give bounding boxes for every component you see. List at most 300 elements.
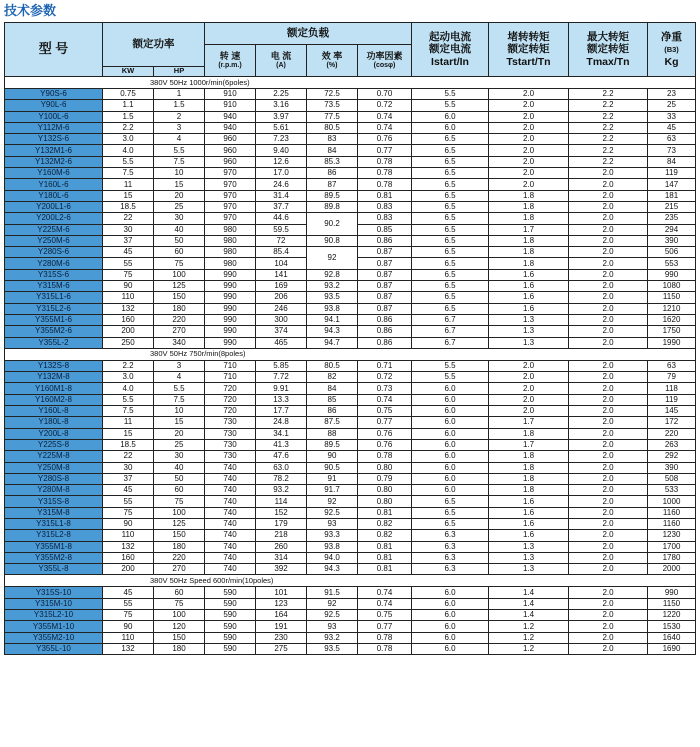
cell-kg: 1160 [648,507,696,518]
table-row [5,360,696,371]
cell-hp: 270 [154,564,205,575]
cell-rpm: 940 [205,111,256,122]
cell-model: Y90L-6 [5,100,103,111]
cell-model: Y315L2-10 [5,610,103,621]
cell-ist: 6.0 [412,485,489,496]
header-start-current [412,23,489,77]
table-row [5,281,696,292]
cell-model: Y132S-8 [5,360,103,371]
cell-pf: 0.81 [358,507,412,518]
cell-model: Y200L2-6 [5,213,103,224]
cell-tst: 1.8 [489,235,569,246]
cell-pf: 0.72 [358,100,412,111]
cell-ist: 6.7 [412,326,489,337]
table-row [5,507,696,518]
cell-tst: 2.0 [489,122,569,133]
cell-rpm: 740 [205,496,256,507]
cell-eff: 94.3 [307,564,358,575]
cell-pf: 0.80 [358,496,412,507]
cell-kg: 1080 [648,281,696,292]
cell-rpm: 990 [205,269,256,280]
cell-tmax: 2.0 [569,190,648,201]
cell-ist: 6.5 [412,201,489,212]
cell-ist: 6.5 [412,507,489,518]
cell-model: Y250M-6 [5,235,103,246]
table-row [5,541,696,552]
cell-kw: 132 [103,541,154,552]
cell-amp: 17.7 [256,406,307,417]
cell-ist: 6.5 [412,145,489,156]
cell-eff: 93.3 [307,530,358,541]
cell-kg: 1620 [648,314,696,325]
cell-hp: 25 [154,439,205,450]
cell-rpm: 990 [205,281,256,292]
cell-hp: 1 [154,89,205,100]
cell-rpm: 720 [205,406,256,417]
table-row [5,518,696,529]
cell-ist: 6.7 [412,314,489,325]
cell-kg: 1150 [648,598,696,609]
section-row [5,575,696,587]
cell-rpm: 590 [205,643,256,654]
table-row [5,473,696,484]
cell-ist: 5.5 [412,360,489,371]
cell-model: Y225S-8 [5,439,103,450]
cell-kg: 1640 [648,632,696,643]
cell-tst: 2.0 [489,372,569,383]
cell-eff: 92.8 [307,269,358,280]
cell-amp: 314 [256,552,307,563]
cell-rpm: 740 [205,530,256,541]
cell-model: Y315S-10 [5,587,103,598]
table-row [5,111,696,122]
cell-pf: 0.75 [358,610,412,621]
cell-pf: 0.78 [358,643,412,654]
cell-ist: 6.0 [412,451,489,462]
cell-eff: 80.5 [307,360,358,371]
cell-kg: 1780 [648,552,696,563]
cell-kw: 30 [103,462,154,473]
cell-kg: 172 [648,417,696,428]
cell-pf: 0.82 [358,518,412,529]
cell-pf: 0.74 [358,587,412,598]
cell-model: Y355L-8 [5,564,103,575]
cell-rpm: 590 [205,632,256,643]
cell-hp: 10 [154,406,205,417]
cell-hp: 150 [154,292,205,303]
table-row [5,179,696,190]
cell-hp: 150 [154,530,205,541]
cell-pf: 0.77 [358,417,412,428]
cell-rpm: 740 [205,541,256,552]
cell-pf: 0.83 [358,213,412,224]
cell-rpm: 980 [205,247,256,258]
header-start-current-line2: 额定电流 [429,43,471,56]
page-title: 技术参数 [4,4,57,19]
cell-model: Y200L1-6 [5,201,103,212]
cell-kg: 990 [648,587,696,598]
header-speed [205,45,256,77]
cell-rpm: 970 [205,190,256,201]
table-row [5,122,696,133]
cell-kw: 55 [103,598,154,609]
cell-pf: 0.87 [358,258,412,269]
cell-pf: 0.81 [358,552,412,563]
cell-amp: 47.6 [256,451,307,462]
cell-pf: 0.80 [358,485,412,496]
table-row [5,552,696,563]
table-row [5,134,696,145]
cell-tst: 2.0 [489,383,569,394]
cell-amp: 2.25 [256,89,307,100]
cell-tmax: 2.0 [569,292,648,303]
cell-tst: 1.3 [489,314,569,325]
cell-eff: 92.5 [307,610,358,621]
cell-tst: 1.4 [489,587,569,598]
cell-kw: 90 [103,518,154,529]
cell-model: Y250M-8 [5,462,103,473]
cell-tmax: 2.0 [569,610,648,621]
table-row [5,168,696,179]
cell-tmax: 2.0 [569,258,648,269]
section-label: 380V 50Hz 750r/min(8poles) [150,349,246,359]
cell-model: Y180L-6 [5,190,103,201]
cell-hp: 7.5 [154,394,205,405]
cell-amp: 152 [256,507,307,518]
cell-model: Y355M1-6 [5,314,103,325]
cell-eff: 92 [307,496,358,507]
cell-tmax: 2.2 [569,134,648,145]
cell-rpm: 740 [205,518,256,529]
header-max-torque-line2: 额定转矩 [587,43,629,56]
cell-tmax: 2.0 [569,394,648,405]
cell-kw: 0.75 [103,89,154,100]
cell-amp: 13.3 [256,394,307,405]
cell-tst: 1.3 [489,541,569,552]
cell-hp: 30 [154,213,205,224]
cell-hp: 120 [154,621,205,632]
cell-tst: 2.0 [489,156,569,167]
table-row [5,530,696,541]
cell-hp: 30 [154,451,205,462]
section-row [5,77,696,89]
cell-model: Y160M1-8 [5,383,103,394]
cell-model: Y315S-6 [5,269,103,280]
cell-kg: 181 [648,190,696,201]
cell-pf: 0.86 [358,326,412,337]
cell-tmax: 2.0 [569,587,648,598]
cell-amp: 34.1 [256,428,307,439]
cell-amp: 465 [256,337,307,348]
cell-ist: 6.3 [412,552,489,563]
cell-rpm: 980 [205,258,256,269]
cell-tmax: 2.2 [569,89,648,100]
table-row [5,485,696,496]
cell-eff: 94.1 [307,314,358,325]
cell-kg: 1690 [648,643,696,654]
header-max-torque-line1: 最大转矩 [587,31,629,44]
cell-model: Y315M-8 [5,507,103,518]
cell-ist: 6.3 [412,564,489,575]
table-row [5,372,696,383]
cell-rpm: 740 [205,462,256,473]
cell-kg: 390 [648,462,696,473]
table-row [5,417,696,428]
cell-amp: 12.6 [256,156,307,167]
section-row [5,348,696,360]
cell-tmax: 2.0 [569,473,648,484]
cell-hp: 75 [154,598,205,609]
cell-model: Y132M2-6 [5,156,103,167]
cell-tmax: 2.0 [569,541,648,552]
cell-tst: 2.0 [489,89,569,100]
cell-tst: 1.7 [489,224,569,235]
header-kw: KW [103,67,154,77]
cell-hp: 50 [154,473,205,484]
header-power-factor-unit: (cosφ) [373,61,396,69]
cell-ist: 6.5 [412,247,489,258]
cell-ist: 6.5 [412,156,489,167]
cell-pf: 0.81 [358,541,412,552]
cell-tmax: 2.2 [569,156,648,167]
cell-ist: 6.5 [412,134,489,145]
table-row [5,439,696,450]
cell-rpm: 740 [205,507,256,518]
header-hp: HP [154,67,205,77]
cell-rpm: 740 [205,552,256,563]
cell-kw: 250 [103,337,154,348]
cell-tst: 1.6 [489,507,569,518]
cell-model: Y355M2-10 [5,632,103,643]
cell-tst: 1.7 [489,417,569,428]
table-row [5,496,696,507]
cell-kg: 553 [648,258,696,269]
cell-amp: 24.8 [256,417,307,428]
cell-amp: 7.23 [256,134,307,145]
cell-kw: 37 [103,235,154,246]
cell-ist: 6.0 [412,462,489,473]
cell-eff: 72.5 [307,89,358,100]
cell-amp: 31.4 [256,190,307,201]
table-row [5,213,696,224]
cell-kg: 1530 [648,621,696,632]
cell-tst: 1.8 [489,462,569,473]
cell-tmax: 2.0 [569,213,648,224]
cell-model: Y160M2-8 [5,394,103,405]
header-weight-line1: 净重 [661,31,682,44]
cell-tmax: 2.0 [569,235,648,246]
cell-tmax: 2.0 [569,564,648,575]
cell-ist: 6.5 [412,518,489,529]
cell-rpm: 990 [205,303,256,314]
cell-pf: 0.78 [358,156,412,167]
cell-amp: 3.97 [256,111,307,122]
cell-ist: 6.0 [412,632,489,643]
cell-kw: 15 [103,428,154,439]
cell-rpm: 590 [205,587,256,598]
section-label: 380V 50Hz Speed 600r/min(10poles) [150,575,274,585]
cell-kg: 45 [648,122,696,133]
header-efficiency [307,45,358,77]
header-weight-line3: Kg [664,55,679,68]
cell-pf: 0.86 [358,337,412,348]
cell-kw: 2.2 [103,122,154,133]
header-speed-label: 转 速 [219,51,241,62]
cell-amp: 72 [256,235,307,246]
cell-pf: 0.76 [358,428,412,439]
cell-pf: 0.70 [358,89,412,100]
cell-ist: 6.5 [412,258,489,269]
table-row [5,428,696,439]
cell-hp: 340 [154,337,205,348]
cell-tst: 2.0 [489,111,569,122]
cell-tst: 1.2 [489,632,569,643]
cell-tmax: 2.0 [569,462,648,473]
cell-ist: 5.5 [412,89,489,100]
cell-amp: 246 [256,303,307,314]
cell-tmax: 2.0 [569,337,648,348]
cell-rpm: 740 [205,473,256,484]
cell-ist: 6.0 [412,621,489,632]
cell-rpm: 960 [205,156,256,167]
cell-amp: 141 [256,269,307,280]
cell-kg: 1220 [648,610,696,621]
cell-ist: 6.3 [412,541,489,552]
cell-kg: 119 [648,168,696,179]
cell-amp: 93.2 [256,485,307,496]
cell-kw: 18.5 [103,201,154,212]
cell-ist: 6.0 [412,598,489,609]
cell-tst: 2.0 [489,360,569,371]
cell-ist: 6.0 [412,406,489,417]
cell-tmax: 2.0 [569,201,648,212]
cell-model: Y315L2-8 [5,530,103,541]
cell-ist: 5.5 [412,372,489,383]
cell-tmax: 2.0 [569,406,648,417]
cell-pf: 0.82 [358,530,412,541]
cell-hp: 3 [154,122,205,133]
cell-rpm: 990 [205,337,256,348]
cell-amp: 101 [256,587,307,598]
cell-pf: 0.77 [358,621,412,632]
table-row [5,587,696,598]
cell-tst: 1.3 [489,337,569,348]
cell-eff: 93 [307,518,358,529]
cell-hp: 180 [154,541,205,552]
table-row [5,100,696,111]
header-locked-torque-line3: Tstart/Tn [506,55,551,68]
cell-hp: 180 [154,643,205,654]
cell-tst: 1.6 [489,530,569,541]
cell-kg: 990 [648,269,696,280]
cell-amp: 37.7 [256,201,307,212]
cell-amp: 85.4 [256,247,307,258]
cell-hp: 40 [154,462,205,473]
cell-tmax: 2.0 [569,598,648,609]
cell-kg: 1750 [648,326,696,337]
cell-eff: 91.5 [307,587,358,598]
cell-hp: 10 [154,168,205,179]
cell-tst: 1.8 [489,201,569,212]
table-row [5,394,696,405]
cell-pf: 0.81 [358,190,412,201]
cell-tmax: 2.0 [569,179,648,190]
table-body [5,77,696,655]
cell-amp: 392 [256,564,307,575]
table-row [5,247,696,258]
cell-model: Y132M1-6 [5,145,103,156]
cell-hp: 4 [154,134,205,145]
cell-model: Y225M-6 [5,224,103,235]
cell-pf: 0.75 [358,406,412,417]
cell-rpm: 990 [205,326,256,337]
cell-kw: 200 [103,564,154,575]
cell-hp: 20 [154,428,205,439]
cell-pf: 0.74 [358,394,412,405]
cell-kw: 3.0 [103,372,154,383]
cell-kw: 75 [103,610,154,621]
cell-rpm: 730 [205,417,256,428]
cell-hp: 1.5 [154,100,205,111]
cell-tst: 1.8 [489,451,569,462]
cell-model: Y132M-8 [5,372,103,383]
cell-eff: 87.5 [307,417,358,428]
cell-ist: 6.0 [412,383,489,394]
cell-rpm: 590 [205,610,256,621]
cell-tst: 1.6 [489,281,569,292]
cell-model: Y355M2-8 [5,552,103,563]
cell-ist: 6.0 [412,417,489,428]
cell-ist: 6.5 [412,292,489,303]
cell-model: Y112M-6 [5,122,103,133]
cell-hp: 20 [154,190,205,201]
cell-pf: 0.83 [358,201,412,212]
cell-kg: 1210 [648,303,696,314]
cell-model: Y160L-6 [5,179,103,190]
cell-tst: 1.7 [489,439,569,450]
cell-eff: 80.5 [307,122,358,133]
table-row [5,326,696,337]
cell-eff: 93.2 [307,281,358,292]
cell-model: Y180L-8 [5,417,103,428]
cell-tst: 1.6 [489,496,569,507]
cell-kg: 533 [648,485,696,496]
cell-ist: 6.5 [412,168,489,179]
cell-hp: 100 [154,610,205,621]
cell-ist: 6.5 [412,190,489,201]
cell-kw: 1.1 [103,100,154,111]
cell-rpm: 980 [205,224,256,235]
cell-tmax: 2.0 [569,303,648,314]
cell-amp: 218 [256,530,307,541]
cell-tst: 2.0 [489,406,569,417]
cell-rpm: 960 [205,134,256,145]
header-locked-torque-line2: 额定转矩 [507,43,550,56]
cell-kg: 1150 [648,292,696,303]
cell-rpm: 990 [205,314,256,325]
header-current-label: 电 流 [270,51,292,62]
header-max-torque-line3: Tmax/Tn [586,55,630,68]
cell-pf: 0.87 [358,269,412,280]
cell-kw: 4.0 [103,383,154,394]
cell-tmax: 2.0 [569,507,648,518]
cell-tst: 2.0 [489,134,569,145]
cell-kg: 292 [648,451,696,462]
cell-kw: 45 [103,587,154,598]
cell-pf: 0.81 [358,564,412,575]
cell-tst: 1.8 [489,258,569,269]
cell-pf: 0.71 [358,360,412,371]
